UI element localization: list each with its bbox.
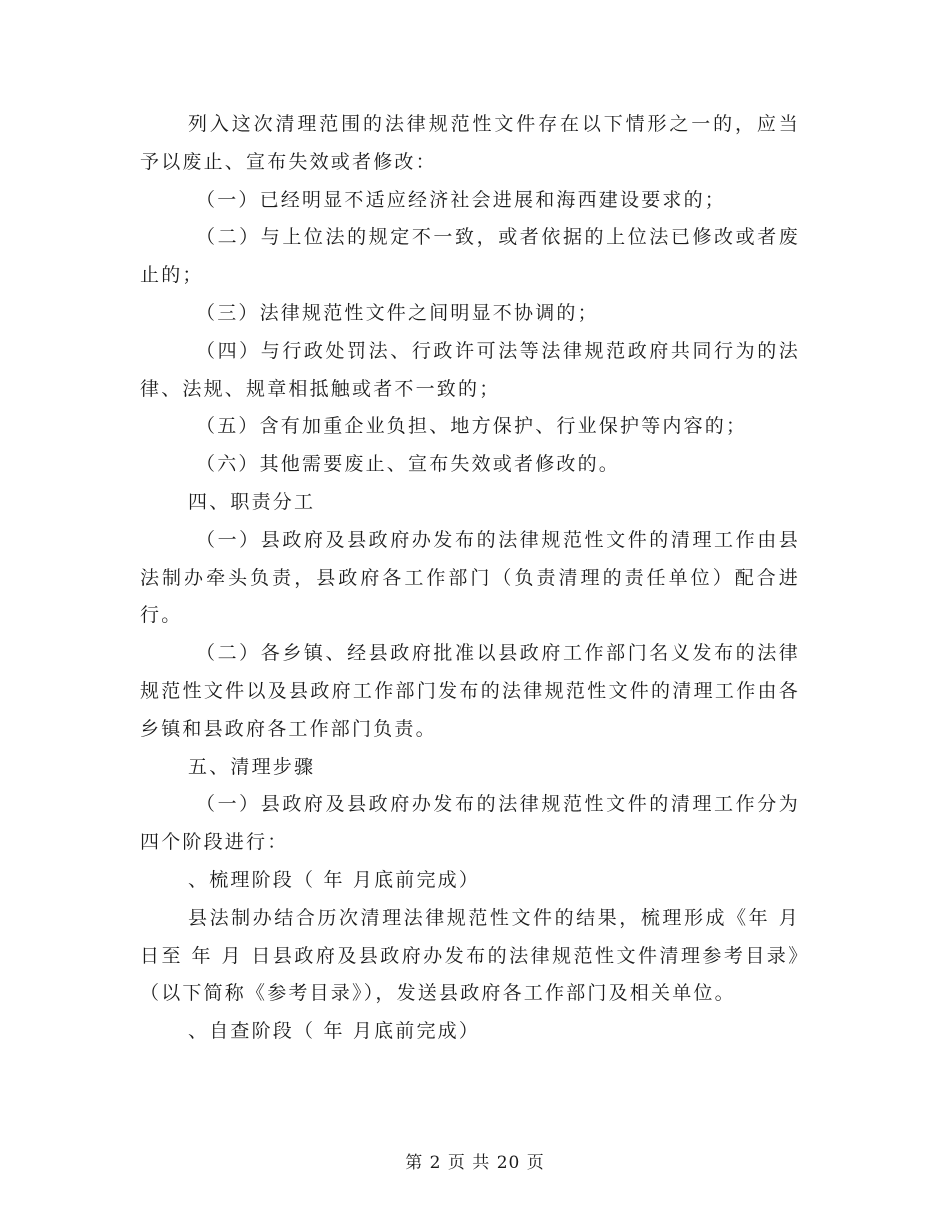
section-heading-responsibilities: 四、职责分工 xyxy=(188,490,316,513)
document-body xyxy=(140,106,800,1051)
section-heading-steps: 五、清理步骤 xyxy=(188,755,316,778)
paragraph-intro: 列入这次清理范围的法律规范性文件存在以下情形之一的，应当予以废止、宣布失效或者修改： xyxy=(140,113,800,173)
list-item-4: （四）与行政处罚法、行政许可法等法律规范政府共同行为的法律、法规、规章相抵触或者不一致的； xyxy=(140,339,800,400)
list-item-5: （五）含有加重企业负担、地方保护、行业保护等内容的； xyxy=(196,415,748,438)
page-number-footer: 第 2 页 共 20 页 xyxy=(405,1153,545,1173)
stage-review-body: 县法制办结合历次清理法律规范性文件的结果，梳理形成《年 月 日至 年 月 日县政府及县政府办发布的法律规范性文件清理参考目录》（以下简称《参考目录》），发送县政府各工作部门及相关单位。 xyxy=(140,906,800,1005)
list-item-3: （三）法律规范性文件之间明显不协调的； xyxy=(196,301,599,324)
stage-heading-review: 、梳理阶段（ 年 月底前完成） xyxy=(188,868,481,891)
list-item-1: （一）已经明显不适应经济社会进展和海西建设要求的； xyxy=(196,188,727,211)
list-item-2: （二）与上位法的规定不一致，或者依据的上位法已修改或者废止的； xyxy=(140,226,800,287)
steps-item-1: （一）县政府及县政府办发布的法律规范性文件的清理工作分为四个阶段进行： xyxy=(140,793,800,854)
stage-heading-self-check: 、自查阶段（ 年 月底前完成） xyxy=(188,1020,481,1043)
responsibility-item-2: （二）各乡镇、经县政府批准以县政府工作部门名义发布的法律规范性文件以及县政府工作部门发布的法律规范性文件的清理工作由各乡镇和县政府各工作部门负责。 xyxy=(140,642,800,740)
list-item-6: （六）其他需要废止、宣布失效或者修改的。 xyxy=(196,453,621,476)
responsibility-item-1: （一）县政府及县政府办发布的法律规范性文件的清理工作由县法制办牵头负责，县政府各工作部门（负责清理的责任单位）配合进行。 xyxy=(140,528,800,627)
